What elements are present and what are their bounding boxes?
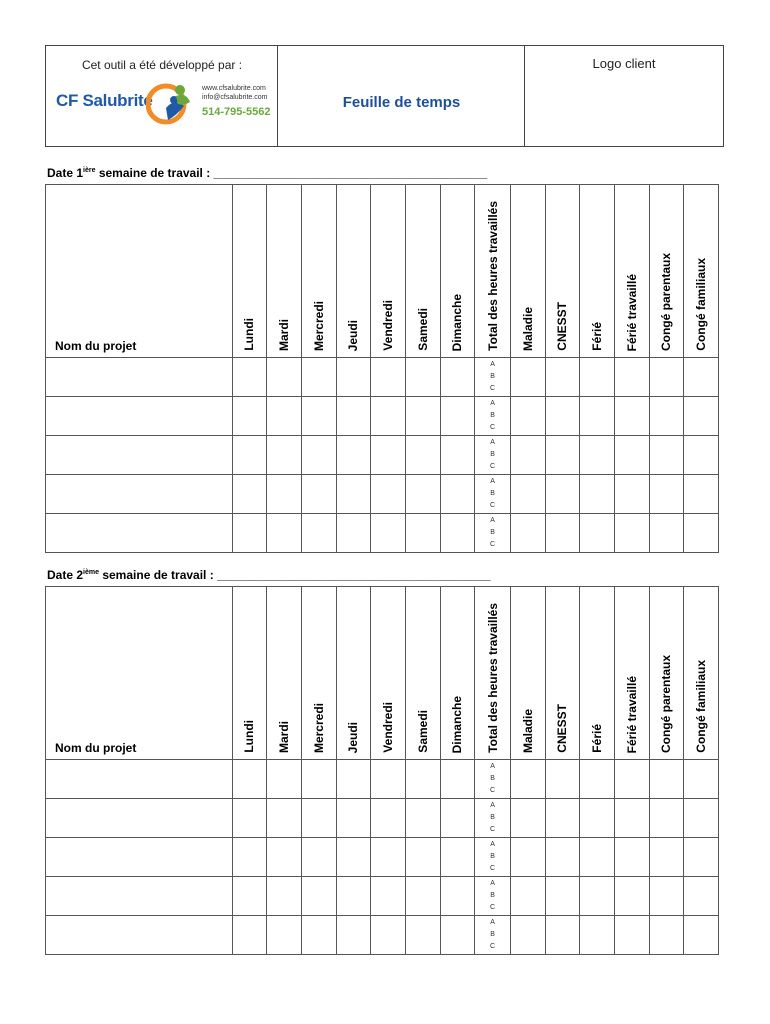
week1-hours-cell[interactable]	[336, 436, 371, 475]
week1-hours-cell[interactable]	[545, 397, 580, 436]
week2-hours-cell[interactable]	[545, 916, 580, 955]
week1-hours-cell[interactable]	[684, 358, 719, 397]
week1-column-label: Férié	[590, 322, 605, 351]
abc-letter: C	[490, 943, 496, 950]
header-box	[45, 45, 724, 147]
abc-letter: A	[490, 517, 495, 524]
week2-column-header	[475, 587, 511, 760]
week2-project-header: Nom du projet	[46, 587, 233, 760]
abc-letter: C	[490, 385, 496, 392]
week2-hours-cell[interactable]	[614, 916, 649, 955]
abc-letter: A	[490, 802, 495, 809]
abc-letter: C	[490, 904, 496, 911]
week1-hours-cell[interactable]	[301, 436, 336, 475]
week1-hours-cell[interactable]	[232, 358, 267, 397]
week2-column-header	[580, 587, 615, 760]
week1-hours-cell[interactable]	[649, 475, 684, 514]
week2-hours-cell[interactable]	[440, 760, 475, 799]
week2-total-hours-cell[interactable]	[475, 916, 511, 955]
week2-hours-cell[interactable]	[336, 838, 371, 877]
week1-column-header	[614, 185, 649, 358]
week2-hours-cell[interactable]	[510, 916, 545, 955]
week2-hours-cell[interactable]	[684, 877, 719, 916]
week1-total-hours-cell[interactable]	[475, 358, 511, 397]
week1-hours-cell[interactable]	[614, 475, 649, 514]
week2-hours-cell[interactable]	[336, 799, 371, 838]
table-row	[46, 397, 719, 436]
week2-hours-cell[interactable]	[301, 838, 336, 877]
week1-label-prefix: Date 1	[47, 166, 84, 180]
developer-cell	[46, 46, 278, 146]
week1-hours-cell[interactable]	[684, 397, 719, 436]
week1-hours-cell[interactable]	[301, 358, 336, 397]
week1-column-header	[440, 185, 475, 358]
week1-hours-cell[interactable]	[440, 397, 475, 436]
week2-hours-cell[interactable]	[684, 799, 719, 838]
week1-timesheet-table	[45, 184, 719, 553]
client-logo-cell	[525, 46, 723, 146]
week1-hours-cell[interactable]	[545, 514, 580, 553]
week1-hours-cell[interactable]	[232, 397, 267, 436]
week1-hours-cell[interactable]	[649, 397, 684, 436]
week2-hours-cell[interactable]	[545, 838, 580, 877]
week1-total-hours-cell[interactable]	[475, 475, 511, 514]
week1-label	[47, 166, 487, 180]
week2-column-header	[232, 587, 267, 760]
week1-hours-cell[interactable]	[510, 397, 545, 436]
abc-letter: C	[490, 463, 496, 470]
abc-letter: A	[490, 439, 495, 446]
week2-column-label: Total des heures travaillés	[485, 603, 500, 753]
week1-label-suffix: semaine de travail : _________________________________________	[95, 166, 488, 180]
week1-label-sup: ière	[83, 167, 96, 174]
week2-hours-cell[interactable]	[580, 760, 615, 799]
week2-hours-cell[interactable]	[267, 799, 302, 838]
week1-column-header	[267, 185, 302, 358]
week2-column-header	[684, 587, 719, 760]
week1-project-name-cell[interactable]	[46, 397, 233, 436]
week2-total-hours-cell[interactable]	[475, 760, 511, 799]
week2-column-label: Mercredi	[311, 702, 326, 753]
week2-hours-cell[interactable]	[405, 877, 440, 916]
week1-hours-cell[interactable]	[371, 475, 406, 514]
abc-letter: B	[490, 451, 495, 458]
week1-column-header	[336, 185, 371, 358]
week1-hours-cell[interactable]	[510, 514, 545, 553]
week2-column-label: Lundi	[242, 720, 257, 753]
week2-hours-cell[interactable]	[336, 916, 371, 955]
week1-hours-cell[interactable]	[405, 436, 440, 475]
abc-letter: C	[490, 865, 496, 872]
week1-total-hours-cell[interactable]	[475, 436, 511, 475]
week2-hours-cell[interactable]	[649, 838, 684, 877]
phone-text: 514-795-5562	[202, 106, 271, 118]
week2-column-label: Samedi	[415, 710, 430, 753]
week1-hours-cell[interactable]	[336, 358, 371, 397]
week1-hours-cell[interactable]	[405, 475, 440, 514]
week1-column-header	[545, 185, 580, 358]
week2-hours-cell[interactable]	[371, 877, 406, 916]
week1-hours-cell[interactable]	[649, 514, 684, 553]
week1-hours-cell[interactable]	[684, 436, 719, 475]
week1-column-label: Dimanche	[450, 293, 465, 351]
document-title: Feuille de temps	[342, 94, 461, 111]
week1-hours-cell[interactable]	[684, 514, 719, 553]
week2-hours-cell[interactable]	[545, 760, 580, 799]
week2-project-name-cell[interactable]	[46, 916, 233, 955]
week2-column-header	[614, 587, 649, 760]
week1-column-label: Férié travaillé	[624, 273, 639, 351]
abc-letter: B	[490, 490, 495, 497]
week1-hours-cell[interactable]	[232, 475, 267, 514]
title-cell	[278, 46, 525, 146]
week1-hours-cell[interactable]	[371, 436, 406, 475]
week2-hours-cell[interactable]	[267, 916, 302, 955]
week1-hours-cell[interactable]	[336, 514, 371, 553]
week1-column-label: Vendredi	[381, 300, 396, 351]
week2-hours-cell[interactable]	[510, 760, 545, 799]
week1-column-header	[232, 185, 267, 358]
week2-hours-cell[interactable]	[580, 799, 615, 838]
company-logo-name: CF Salubrité	[56, 91, 153, 110]
week2-hours-cell[interactable]	[649, 877, 684, 916]
week2-hours-cell[interactable]	[440, 877, 475, 916]
week2-hours-cell[interactable]	[267, 838, 302, 877]
week2-column-label: Férié travaillé	[624, 675, 639, 753]
week1-hours-cell[interactable]	[649, 436, 684, 475]
week2-total-hours-cell[interactable]	[475, 838, 511, 877]
week1-column-label: Mardi	[277, 318, 292, 351]
week2-hours-cell[interactable]	[684, 916, 719, 955]
week1-hours-cell[interactable]	[440, 514, 475, 553]
week1-column-header	[371, 185, 406, 358]
week2-project-name-cell[interactable]	[46, 838, 233, 877]
week2-hours-cell[interactable]	[371, 799, 406, 838]
week2-hours-cell[interactable]	[405, 838, 440, 877]
week1-hours-cell[interactable]	[336, 475, 371, 514]
abc-letter: B	[490, 373, 495, 380]
table-row	[46, 475, 719, 514]
week2-hours-cell[interactable]	[267, 760, 302, 799]
week2-hours-cell[interactable]	[232, 916, 267, 955]
email-text: info@cfsalubrite.com	[202, 94, 268, 101]
week1-hours-cell[interactable]	[510, 436, 545, 475]
abc-letter: A	[490, 880, 495, 887]
week2-column-label: Maladie	[520, 708, 535, 753]
week2-hours-cell[interactable]	[649, 760, 684, 799]
week2-column-label: Jeudi	[346, 721, 361, 753]
week2-hours-cell[interactable]	[580, 877, 615, 916]
week1-hours-cell[interactable]	[545, 436, 580, 475]
week2-hours-cell[interactable]	[684, 838, 719, 877]
week1-hours-cell[interactable]	[440, 358, 475, 397]
week1-hours-cell[interactable]	[614, 436, 649, 475]
week2-total-hours-cell[interactable]	[475, 799, 511, 838]
abc-letter: A	[490, 763, 495, 770]
week1-hours-cell[interactable]	[510, 358, 545, 397]
week2-column-header	[545, 587, 580, 760]
week1-column-label: Congé familiaux	[694, 258, 709, 351]
week1-column-header	[405, 185, 440, 358]
week1-hours-cell[interactable]	[405, 514, 440, 553]
week2-hours-cell[interactable]	[614, 799, 649, 838]
abc-letter: A	[490, 400, 495, 407]
week2-hours-cell[interactable]	[267, 877, 302, 916]
week2-hours-cell[interactable]	[336, 760, 371, 799]
table-row	[46, 514, 719, 553]
week2-column-header	[301, 587, 336, 760]
table-row	[46, 436, 719, 475]
table-row	[46, 358, 719, 397]
developed-by-label: Cet outil a été développé par :	[81, 58, 243, 72]
week2-label-sup: ième	[83, 569, 99, 576]
week2-hours-cell[interactable]	[510, 799, 545, 838]
week2-hours-cell[interactable]	[545, 799, 580, 838]
week2-project-name-cell[interactable]	[46, 877, 233, 916]
week2-column-label: Congé familiaux	[694, 660, 709, 753]
week2-column-header	[405, 587, 440, 760]
week2-timesheet-table	[45, 586, 719, 955]
week1-column-label: Jeudi	[346, 319, 361, 351]
week2-column-header	[371, 587, 406, 760]
week2-project-name-cell[interactable]	[46, 760, 233, 799]
week2-label	[47, 568, 491, 582]
week1-hours-cell[interactable]	[684, 475, 719, 514]
week2-hours-cell[interactable]	[301, 916, 336, 955]
week1-hours-cell[interactable]	[649, 358, 684, 397]
week2-label-prefix: Date 2	[47, 568, 84, 582]
week1-column-label: Lundi	[242, 318, 257, 351]
week1-total-hours-cell[interactable]	[475, 397, 511, 436]
website-text: www.cfsalubrite.com	[202, 85, 266, 92]
week1-project-name-cell[interactable]	[46, 514, 233, 553]
week1-column-header	[301, 185, 336, 358]
week2-hours-cell[interactable]	[232, 799, 267, 838]
week2-hours-cell[interactable]	[232, 760, 267, 799]
week2-hours-cell[interactable]	[614, 838, 649, 877]
week1-project-name-cell[interactable]	[46, 358, 233, 397]
week1-hours-cell[interactable]	[267, 475, 302, 514]
week1-hours-cell[interactable]	[614, 358, 649, 397]
week2-hours-cell[interactable]	[684, 760, 719, 799]
week1-hours-cell[interactable]	[301, 514, 336, 553]
week2-hours-cell[interactable]	[405, 760, 440, 799]
abc-letter: C	[490, 826, 496, 833]
week1-column-header	[510, 185, 545, 358]
abc-letter: B	[490, 892, 495, 899]
week1-column-label: Maladie	[520, 306, 535, 351]
week1-hours-cell[interactable]	[301, 397, 336, 436]
week2-label-suffix: semaine de travail : _________________________________________	[99, 568, 491, 582]
week2-hours-cell[interactable]	[405, 799, 440, 838]
contact-info	[202, 84, 267, 102]
week2-column-label: Congé parentaux	[659, 654, 674, 753]
week2-column-label: CNESST	[555, 704, 570, 753]
week2-column-label: Férié	[590, 724, 605, 753]
week2-hours-cell[interactable]	[614, 877, 649, 916]
week1-column-header	[649, 185, 684, 358]
week2-column-header	[267, 587, 302, 760]
week1-column-label: Samedi	[415, 308, 430, 351]
abc-letter: C	[490, 541, 496, 548]
week1-column-label: Total des heures travaillés	[485, 201, 500, 351]
abc-letter: C	[490, 502, 496, 509]
abc-letter: C	[490, 424, 496, 431]
abc-letter: C	[490, 787, 496, 794]
week2-column-header	[510, 587, 545, 760]
week1-hours-cell[interactable]	[580, 475, 615, 514]
week2-column-header	[336, 587, 371, 760]
week1-hours-cell[interactable]	[545, 358, 580, 397]
week2-column-label: Mardi	[277, 720, 292, 753]
week1-hours-cell[interactable]	[267, 358, 302, 397]
week1-project-header: Nom du projet	[46, 185, 233, 358]
week2-project-name-cell[interactable]	[46, 799, 233, 838]
table-row	[46, 760, 719, 799]
week2-hours-cell[interactable]	[336, 877, 371, 916]
week1-hours-cell[interactable]	[614, 397, 649, 436]
abc-letter: B	[490, 814, 495, 821]
table-row	[46, 916, 719, 955]
week2-hours-cell[interactable]	[301, 760, 336, 799]
week2-hours-cell[interactable]	[301, 877, 336, 916]
week2-hours-cell[interactable]	[580, 916, 615, 955]
abc-letter: A	[490, 919, 495, 926]
week1-hours-cell[interactable]	[440, 436, 475, 475]
abc-letter: A	[490, 841, 495, 848]
table-row	[46, 799, 719, 838]
week1-hours-cell[interactable]	[580, 436, 615, 475]
abc-letter: B	[490, 775, 495, 782]
week1-hours-cell[interactable]	[267, 397, 302, 436]
abc-letter: B	[490, 529, 495, 536]
week1-hours-cell[interactable]	[580, 358, 615, 397]
week1-column-label: CNESST	[555, 302, 570, 351]
week2-hours-cell[interactable]	[371, 916, 406, 955]
week2-hours-cell[interactable]	[301, 799, 336, 838]
week1-total-hours-cell[interactable]	[475, 514, 511, 553]
week1-hours-cell[interactable]	[545, 475, 580, 514]
week1-hours-cell[interactable]	[580, 514, 615, 553]
week1-column-header	[580, 185, 615, 358]
week1-project-name-cell[interactable]	[46, 475, 233, 514]
table-row	[46, 877, 719, 916]
week2-hours-cell[interactable]	[232, 877, 267, 916]
week2-hours-cell[interactable]	[371, 838, 406, 877]
week1-hours-cell[interactable]	[371, 514, 406, 553]
week1-hours-cell[interactable]	[371, 358, 406, 397]
week2-hours-cell[interactable]	[545, 877, 580, 916]
week2-total-hours-cell[interactable]	[475, 877, 511, 916]
week1-hours-cell[interactable]	[405, 397, 440, 436]
week1-column-label: Mercredi	[311, 300, 326, 351]
week1-hours-cell[interactable]	[371, 397, 406, 436]
week1-column-label: Congé parentaux	[659, 252, 674, 351]
week2-hours-cell[interactable]	[649, 916, 684, 955]
week1-hours-cell[interactable]	[510, 475, 545, 514]
week2-column-label: Vendredi	[381, 702, 396, 753]
week2-hours-cell[interactable]	[440, 916, 475, 955]
week1-hours-cell[interactable]	[301, 475, 336, 514]
week2-hours-cell[interactable]	[580, 838, 615, 877]
abc-letter: B	[490, 412, 495, 419]
week1-hours-cell[interactable]	[440, 475, 475, 514]
week2-hours-cell[interactable]	[510, 877, 545, 916]
week2-hours-cell[interactable]	[371, 760, 406, 799]
week1-hours-cell[interactable]	[614, 514, 649, 553]
abc-letter: A	[490, 361, 495, 368]
week2-hours-cell[interactable]	[614, 760, 649, 799]
week1-column-header	[684, 185, 719, 358]
client-logo-placeholder: Logo client	[592, 56, 656, 71]
week2-hours-cell[interactable]	[510, 838, 545, 877]
week2-column-label: Dimanche	[450, 695, 465, 753]
week1-hours-cell[interactable]	[267, 436, 302, 475]
week1-column-header	[475, 185, 511, 358]
table-row	[46, 838, 719, 877]
week1-hours-cell[interactable]	[232, 436, 267, 475]
abc-letter: B	[490, 931, 495, 938]
week1-hours-cell[interactable]	[267, 514, 302, 553]
week2-hours-cell[interactable]	[440, 799, 475, 838]
week1-hours-cell[interactable]	[580, 397, 615, 436]
week2-hours-cell[interactable]	[232, 838, 267, 877]
company-logo-icon	[146, 76, 198, 128]
abc-letter: B	[490, 853, 495, 860]
week2-hours-cell[interactable]	[649, 799, 684, 838]
week1-hours-cell[interactable]	[232, 514, 267, 553]
week2-column-header	[649, 587, 684, 760]
abc-letter: A	[490, 478, 495, 485]
week1-hours-cell[interactable]	[336, 397, 371, 436]
week1-project-name-cell[interactable]	[46, 436, 233, 475]
week1-hours-cell[interactable]	[405, 358, 440, 397]
week2-hours-cell[interactable]	[440, 838, 475, 877]
week2-column-header	[440, 587, 475, 760]
week2-hours-cell[interactable]	[405, 916, 440, 955]
